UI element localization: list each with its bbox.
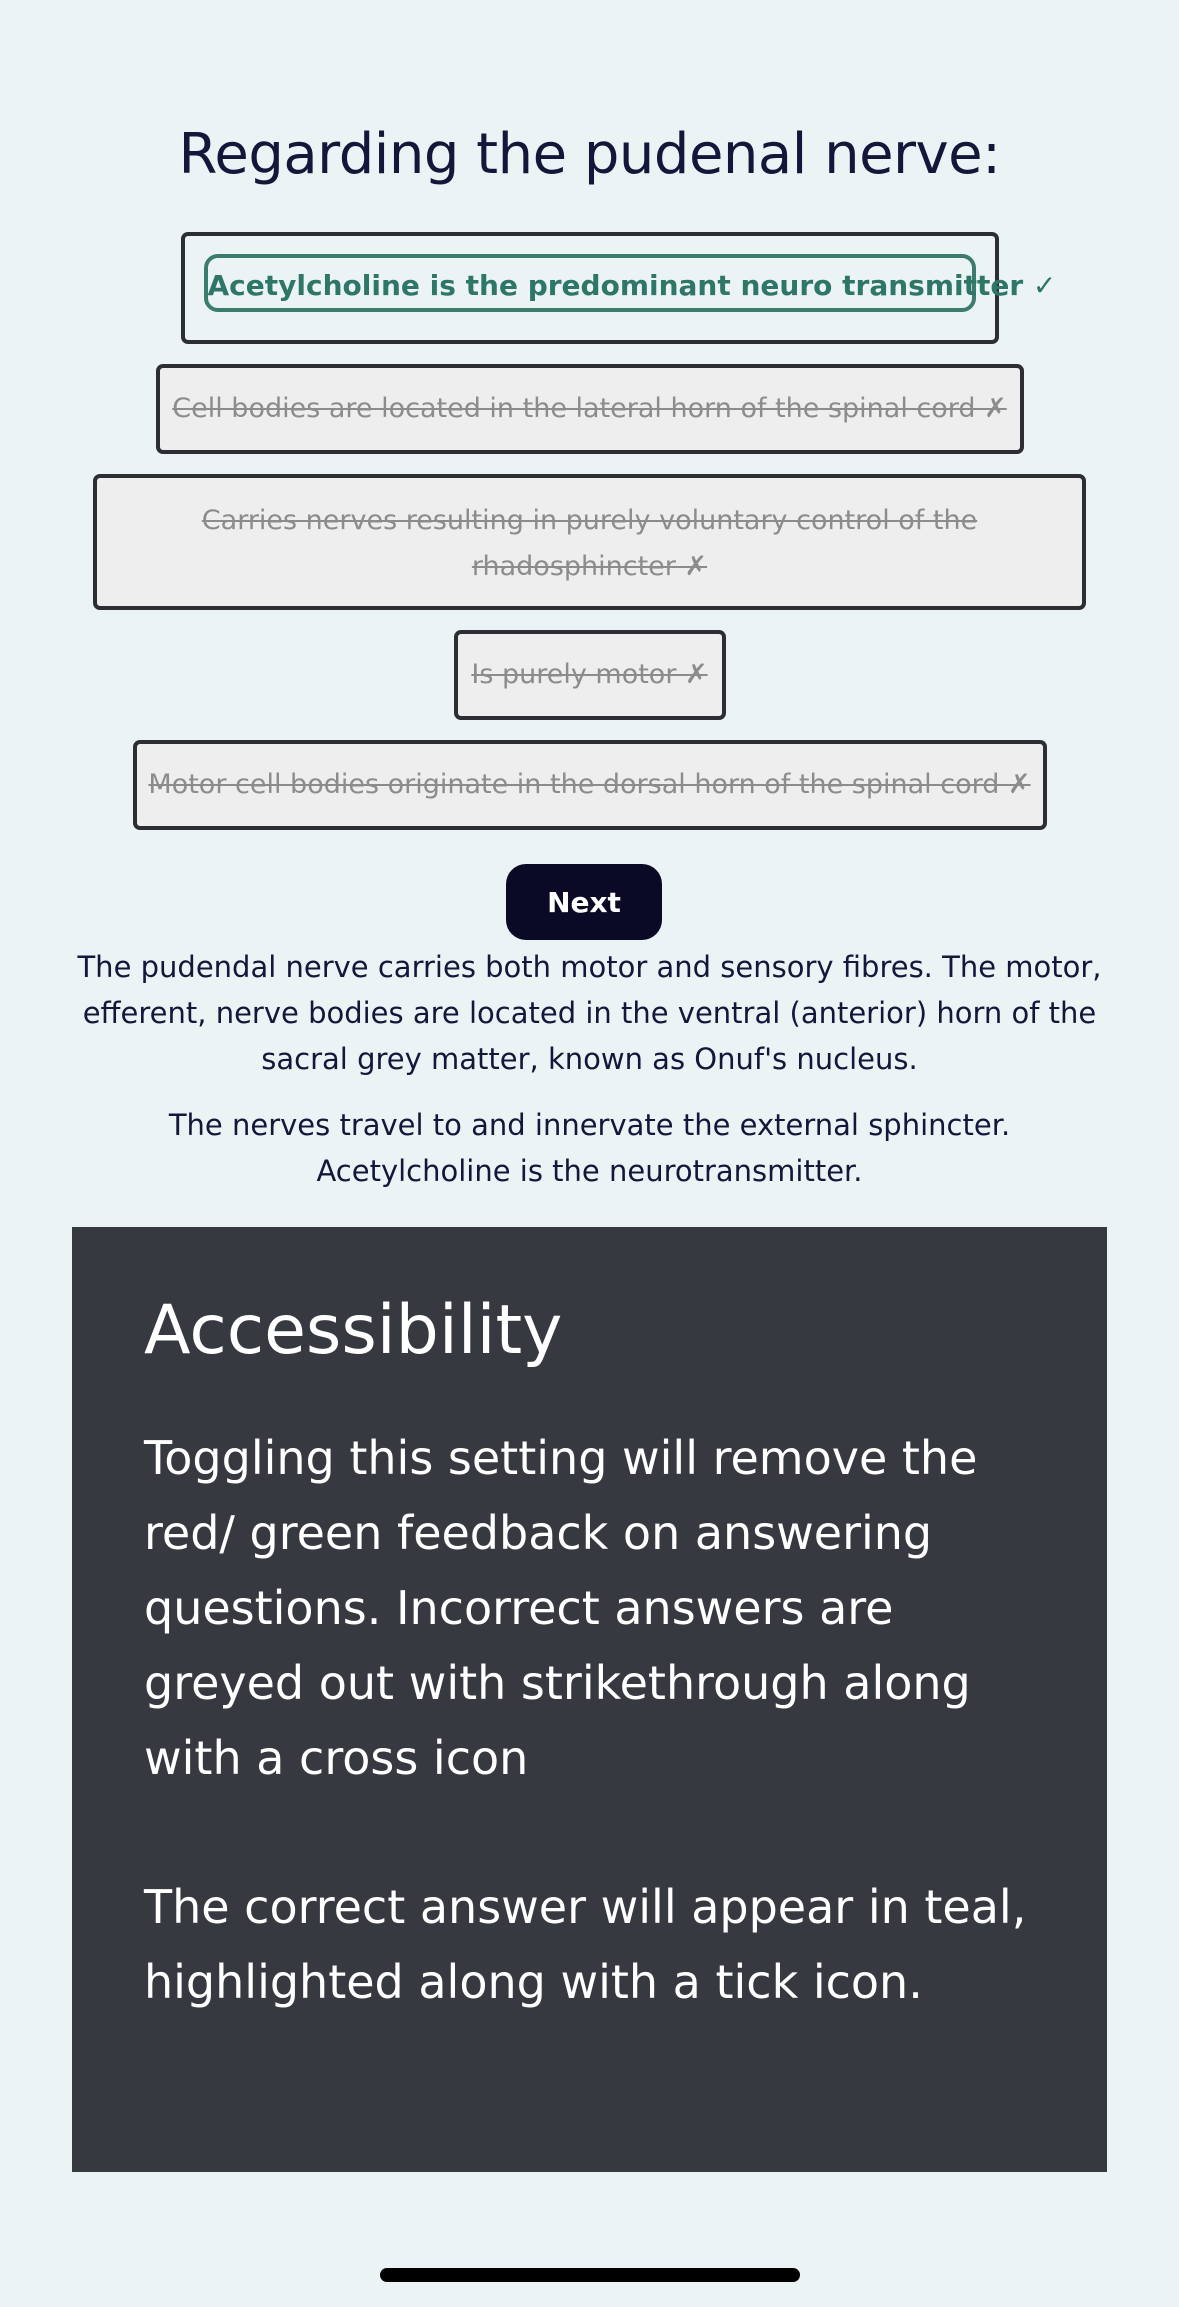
home-indicator[interactable] [380,2268,800,2282]
question-title: Regarding the pudenal nerve: [178,122,1001,187]
answer-label: Acetylcholine is the predominant neuro transmitter ✓ [204,254,976,312]
answer-option-incorrect[interactable]: Motor cell bodies originate in the dorsal horn of the spinal cord ✗ [133,740,1047,830]
accessibility-description: Toggling this setting will remove the red/ green feedback on answering questions. Incorrect answers are greyed out with strikethrough along with a cross icon [144,1431,978,1785]
explanation-paragraph: The nerves travel to and innervate the external sphincter. Acetylcholine is the neurotransmitter. [168,1108,1011,1188]
accessibility-title: Accessibility [144,1291,563,1370]
answer-option-incorrect[interactable]: Carries nerves resulting in purely voluntary control of the rhadosphincter ✗ [93,474,1086,610]
answer-explanation [68,944,1111,1214]
accessibility-panel[interactable] [72,1227,1107,2172]
accessibility-description: The correct answer will appear in teal, highlighted along with a tick icon. [144,1880,1027,2009]
answer-option-incorrect[interactable]: Cell bodies are located in the lateral horn of the spinal cord ✗ [156,364,1024,454]
answer-option-incorrect[interactable]: Is purely motor ✗ [454,630,726,720]
next-button[interactable]: Next [506,864,662,940]
answer-list [0,232,1179,830]
answer-option-correct[interactable] [181,232,1057,344]
explanation-paragraph: The pudendal nerve carries both motor and sensory fibres. The motor, efferent, nerve bodies are located in the ventral (anterior) horn of the sacral grey matter, known as Onuf's nucleus. [77,950,1102,1076]
